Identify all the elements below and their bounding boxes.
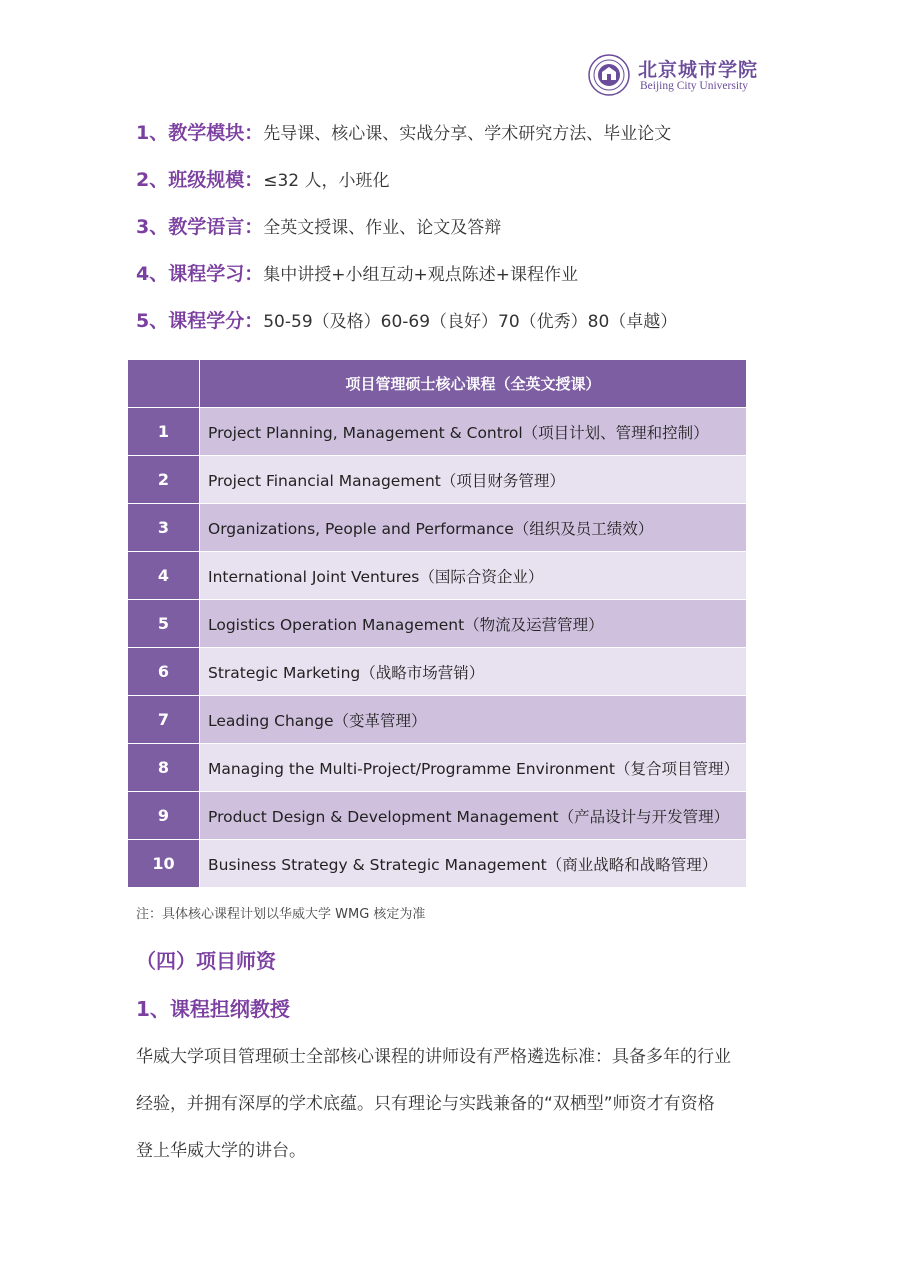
table-row: [128, 744, 746, 792]
university-seal-icon: [588, 54, 630, 96]
course-number: 3: [128, 504, 200, 552]
course-number: 9: [128, 792, 200, 840]
course-number: 4: [128, 552, 200, 600]
table-row: [128, 840, 746, 888]
table-row: [128, 408, 746, 456]
core-courses-table: [128, 360, 746, 888]
course-number: 6: [128, 648, 200, 696]
info-label: 1、教学模块：: [136, 122, 264, 144]
info-value: 集中讲授+小组互动+观点陈述+课程作业: [263, 265, 578, 285]
info-item-course-study: [136, 260, 578, 289]
table-header-row: [128, 360, 746, 408]
table-row: [128, 504, 746, 552]
course-name: Project Financial Management（项目财务管理）: [200, 456, 747, 504]
section-title: （四）项目师资: [136, 949, 276, 973]
university-logo: [588, 54, 768, 98]
info-item-credits: [136, 307, 677, 336]
info-value: ≤32 人，小班化: [263, 171, 390, 191]
info-value: 50-59（及格）60-69（良好）70（优秀）80（卓越）: [263, 312, 678, 332]
table-header-title: 项目管理硕士核心课程（全英文授课）: [200, 360, 747, 408]
course-number: 5: [128, 600, 200, 648]
course-name: Strategic Marketing（战略市场营销）: [200, 648, 747, 696]
info-item-teaching-modules: [136, 119, 671, 148]
table-row: [128, 456, 746, 504]
info-item-class-size: [136, 166, 390, 195]
subsection-title: 1、课程担纲教授: [136, 997, 290, 1021]
course-name: Leading Change（变革管理）: [200, 696, 747, 744]
table-row: [128, 696, 746, 744]
course-number: 2: [128, 456, 200, 504]
table-row: [128, 600, 746, 648]
course-name: International Joint Ventures（国际合资企业）: [200, 552, 747, 600]
course-name: Project Planning, Management & Control（项目计划、管理和控制）: [200, 408, 747, 456]
course-name: Organizations, People and Performance（组织及员工绩效）: [200, 504, 747, 552]
table-row: [128, 792, 746, 840]
table-row: [128, 648, 746, 696]
info-value: 全英文授课、作业、论文及答辩: [263, 218, 502, 238]
course-name: Logistics Operation Management（物流及运营管理）: [200, 600, 747, 648]
course-number: 7: [128, 696, 200, 744]
course-number: 1: [128, 408, 200, 456]
course-name: Managing the Multi-Project/Programme Environment（复合项目管理）: [200, 744, 747, 792]
logo-english-name: Beijing City University: [640, 80, 748, 92]
course-name: Product Design & Development Management（产品设计与开发管理）: [200, 792, 747, 840]
paragraph-line: 经验，并拥有深厚的学术底蕴。只有理论与实践兼备的“双栖型”师资才有资格: [136, 1094, 715, 1114]
logo-chinese-name: 北京城市学院: [638, 59, 759, 81]
course-number: 8: [128, 744, 200, 792]
faculty-paragraph: [136, 1034, 776, 1175]
info-label: 4、课程学习：: [136, 263, 264, 285]
table-row: [128, 552, 746, 600]
info-label: 2、班级规模：: [136, 169, 264, 191]
table-header-blank: [128, 360, 200, 408]
paragraph-line: 登上华威大学的讲台。: [136, 1141, 306, 1161]
info-label: 5、课程学分：: [136, 310, 264, 332]
table-footnote: 注：具体核心课程计划以华威大学 WMG 核定为准: [136, 907, 426, 922]
info-label: 3、教学语言：: [136, 216, 264, 238]
course-name: Business Strategy & Strategic Management（商业战略和战略管理）: [200, 840, 747, 888]
course-number: 10: [128, 840, 200, 888]
paragraph-line: 华威大学项目管理硕士全部核心课程的讲师设有严格遴选标准：具备多年的行业: [136, 1047, 731, 1067]
info-value: 先导课、核心课、实战分享、学术研究方法、毕业论文: [263, 124, 672, 144]
info-item-teaching-language: [136, 213, 501, 242]
